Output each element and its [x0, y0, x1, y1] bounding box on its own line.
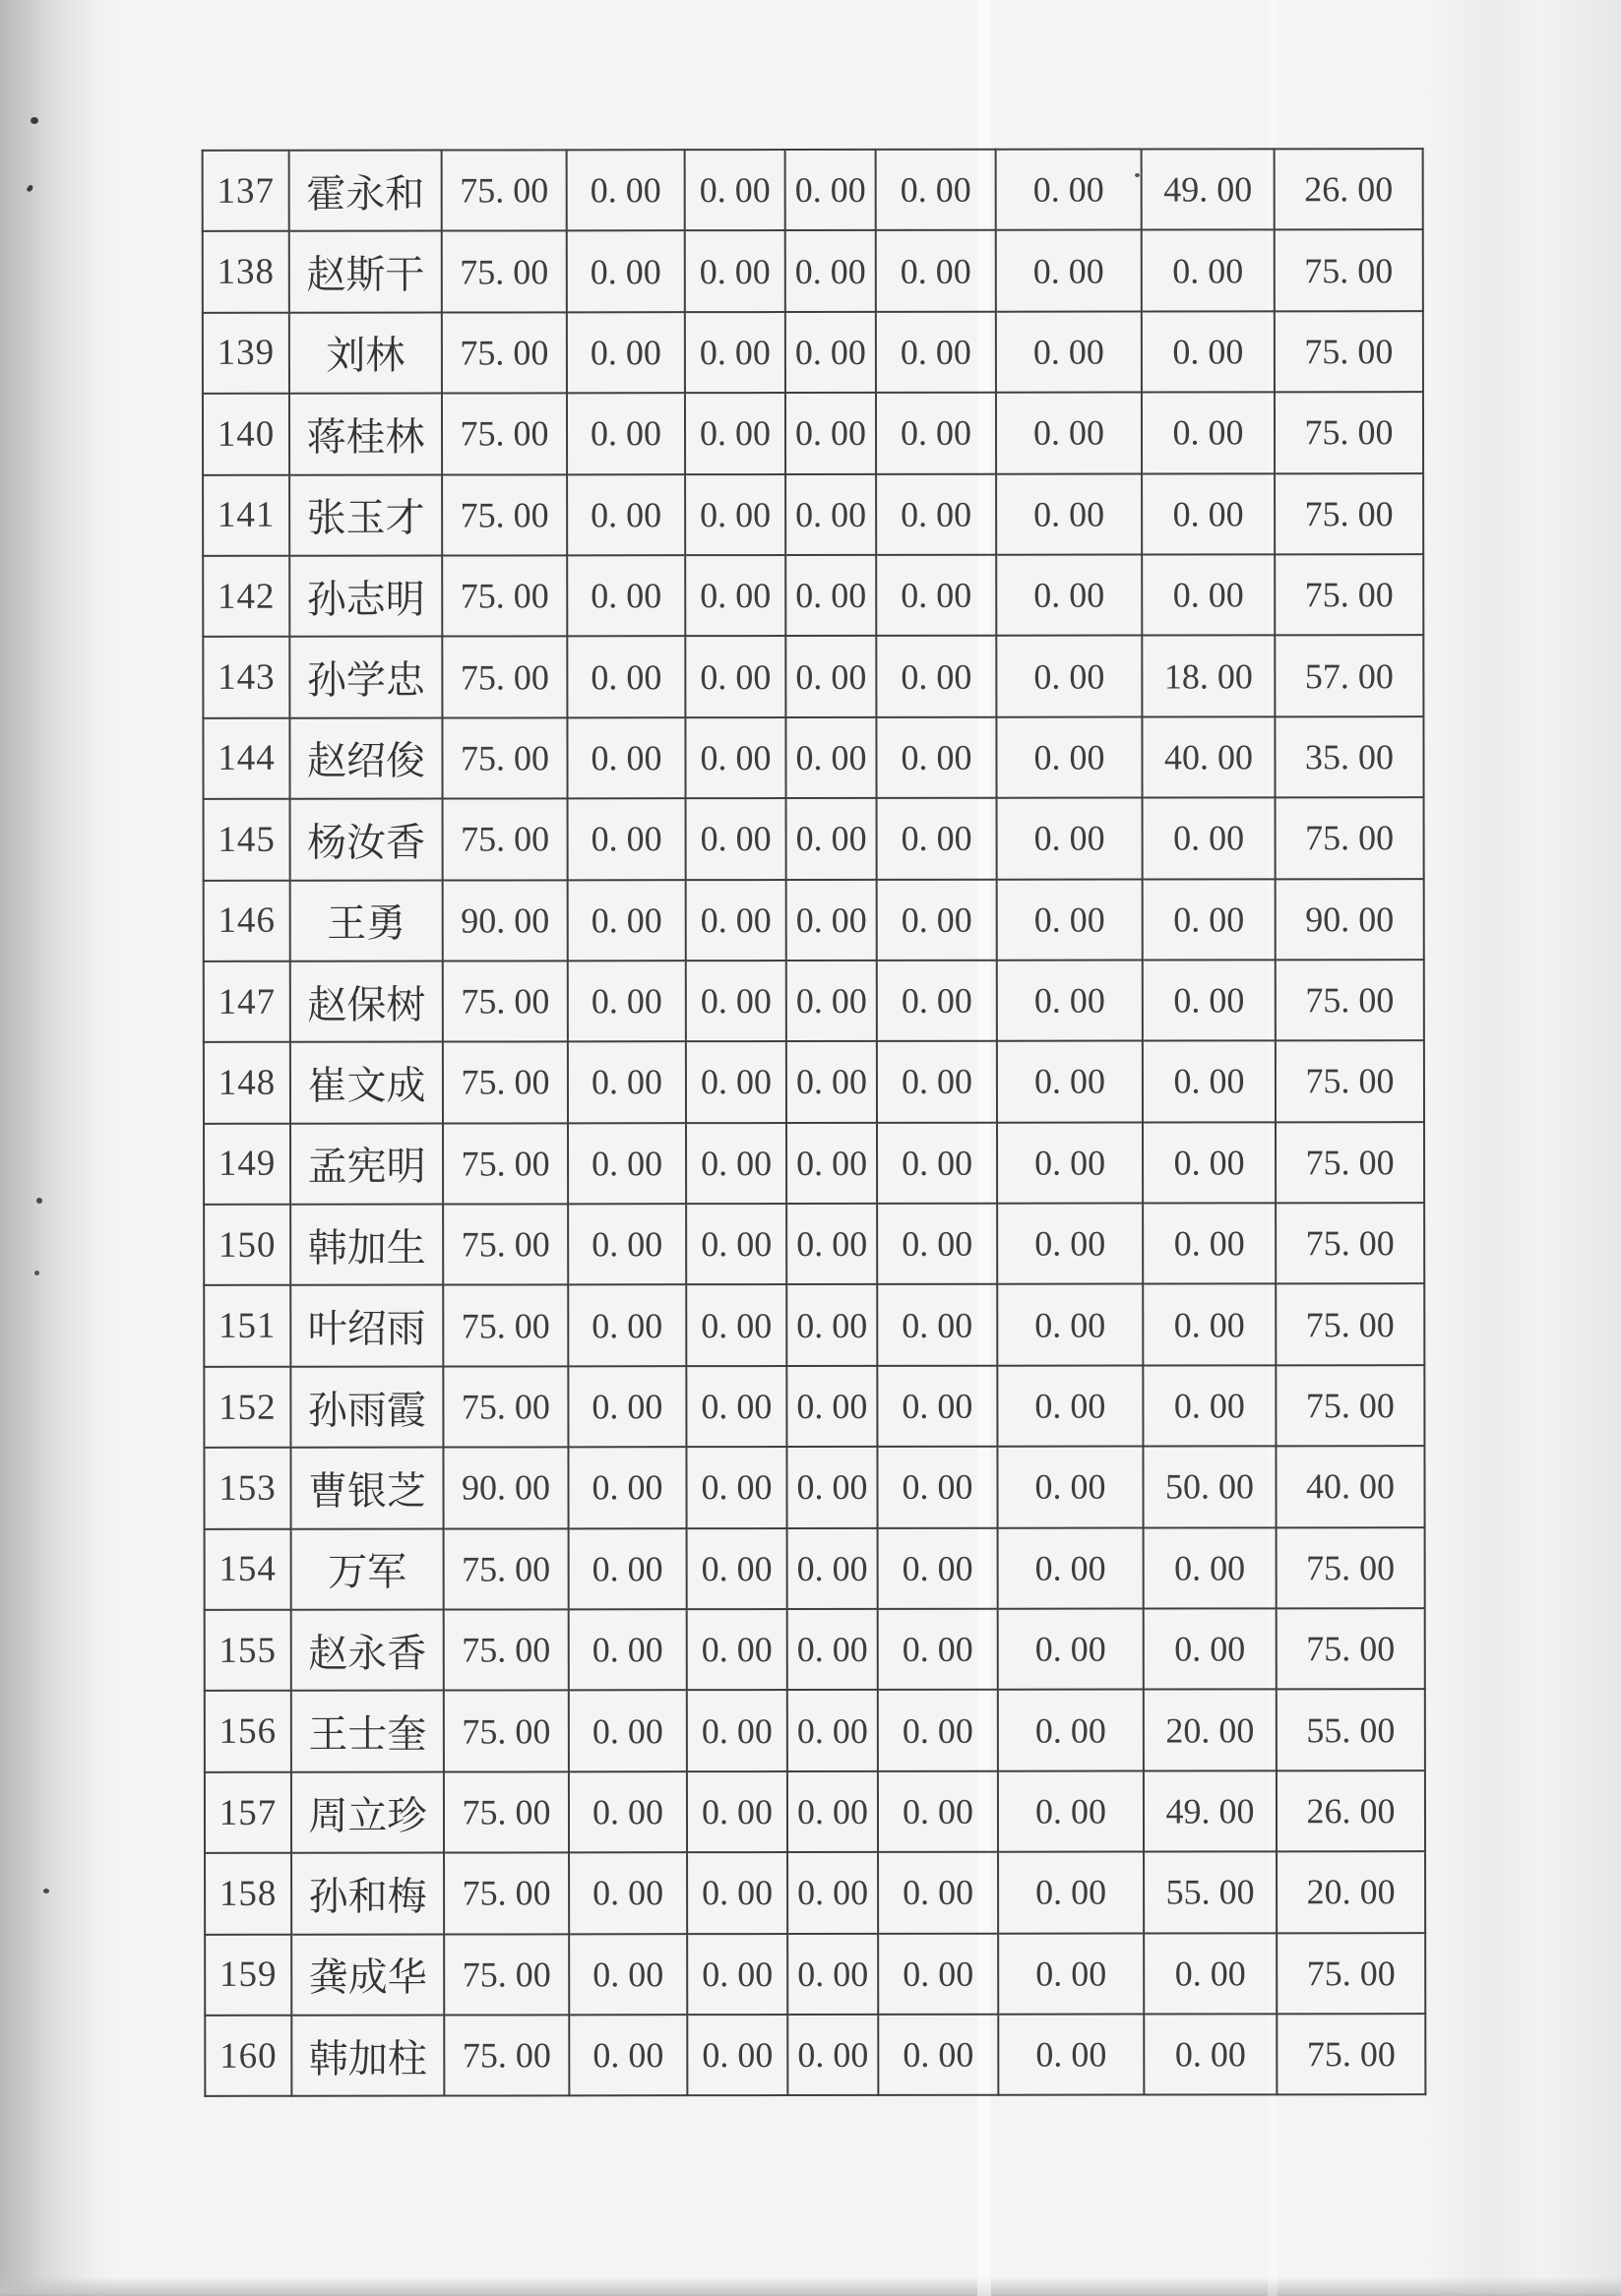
cell-value: 0. 00 — [1143, 1203, 1276, 1284]
cell-value: 75. 00 — [442, 555, 567, 637]
cell-value: 0. 00 — [876, 393, 996, 474]
roster-table-region — [202, 148, 1427, 2097]
cell-value: 0. 00 — [876, 555, 996, 637]
cell-name: 韩加柱 — [291, 2016, 444, 2097]
cell-value: 0. 00 — [998, 1609, 1144, 1691]
cell-value: 0. 00 — [997, 1204, 1143, 1285]
cell-value: 75. 00 — [444, 1528, 569, 1610]
cell-value: 75. 00 — [444, 1609, 569, 1691]
cell-value: 0. 00 — [1142, 230, 1275, 312]
cell-name: 孙学忠 — [289, 637, 442, 718]
cell-row-number: 141 — [203, 474, 289, 556]
cell-name: 万军 — [291, 1528, 444, 1610]
cell-value: 75. 00 — [1277, 2014, 1425, 2095]
cell-name: 龚成华 — [291, 1934, 444, 2016]
roster-table — [202, 148, 1427, 2097]
cell-value: 0. 00 — [787, 1690, 878, 1771]
cell-value: 0. 00 — [1143, 960, 1276, 1041]
cell-row-number: 158 — [205, 1853, 291, 1935]
cell-name: 韩加生 — [290, 1205, 443, 1286]
table-row — [205, 2014, 1425, 2096]
cell-value: 0. 00 — [685, 230, 785, 312]
cell-value: 0. 00 — [686, 1041, 786, 1123]
cell-name: 崔文成 — [290, 1042, 443, 1124]
cell-value: 0. 00 — [685, 717, 785, 799]
page-right-edge-shadow — [1424, 0, 1621, 2296]
cell-row-number: 143 — [203, 637, 289, 718]
cell-value: 0. 00 — [687, 1609, 787, 1691]
cell-value: 0. 00 — [567, 555, 685, 637]
cell-value: 0. 00 — [996, 636, 1142, 717]
cell-value: 75. 00 — [1276, 1284, 1424, 1366]
cell-value: 0. 00 — [1142, 311, 1275, 393]
cell-value: 0. 00 — [878, 1609, 998, 1691]
cell-value: 0. 00 — [687, 1690, 787, 1771]
cell-value: 18. 00 — [1142, 636, 1275, 717]
cell-value: 0. 00 — [876, 150, 996, 231]
cell-name: 王士奎 — [291, 1691, 444, 1772]
cell-value: 40. 00 — [1142, 716, 1275, 798]
cell-value: 0. 00 — [567, 474, 685, 556]
table-row — [205, 1608, 1425, 1691]
cell-value: 0. 00 — [567, 312, 685, 394]
cell-value: 0. 00 — [1143, 1122, 1276, 1204]
cell-value: 0. 00 — [569, 1609, 687, 1691]
table-row — [204, 1040, 1424, 1123]
cell-row-number: 139 — [203, 313, 289, 395]
table-row — [205, 1690, 1425, 1772]
cell-value: 0. 00 — [685, 555, 785, 637]
cell-name: 赵永香 — [291, 1610, 444, 1692]
cell-value: 75. 00 — [443, 961, 568, 1042]
cell-value: 0. 00 — [567, 637, 685, 718]
cell-value: 0. 00 — [569, 1771, 687, 1853]
cell-value: 0. 00 — [877, 798, 997, 880]
cell-row-number: 157 — [205, 1772, 291, 1854]
cell-value: 0. 00 — [567, 231, 685, 313]
cell-value: 75. 00 — [443, 1366, 568, 1448]
cell-value: 0. 00 — [996, 716, 1142, 798]
cell-row-number: 144 — [203, 717, 289, 799]
table-row — [204, 1446, 1424, 1528]
ink-speck — [43, 1889, 49, 1893]
cell-value: 0. 00 — [786, 1284, 877, 1366]
cell-value: 0. 00 — [786, 879, 877, 961]
cell-value: 75. 00 — [1276, 1365, 1424, 1447]
cell-value: 0. 00 — [687, 2015, 787, 2096]
cell-value: 0. 00 — [568, 1204, 686, 1285]
cell-value: 0. 00 — [997, 1365, 1143, 1447]
cell-row-number: 151 — [204, 1285, 290, 1367]
table-row — [204, 1365, 1424, 1448]
cell-value: 75. 00 — [442, 474, 567, 556]
cell-value: 0. 00 — [878, 1852, 998, 1934]
cell-value: 75. 00 — [1275, 230, 1423, 312]
table-row — [203, 716, 1423, 799]
cell-value: 0. 00 — [567, 393, 685, 474]
cell-value: 0. 00 — [569, 1934, 687, 2016]
cell-value: 75. 00 — [442, 312, 567, 394]
cell-value: 0. 00 — [996, 230, 1142, 312]
ink-speck — [31, 117, 38, 124]
cell-value: 26. 00 — [1277, 1770, 1425, 1852]
cell-value: 0. 00 — [878, 2015, 998, 2096]
cell-row-number: 155 — [205, 1610, 291, 1692]
cell-value: 0. 00 — [686, 961, 786, 1042]
cell-row-number: 153 — [204, 1448, 290, 1529]
table-row — [205, 1851, 1425, 1934]
cell-name: 张玉才 — [289, 474, 442, 556]
cell-value: 0. 00 — [878, 1933, 998, 2015]
cell-value: 75. 00 — [443, 1285, 568, 1367]
cell-value: 0. 00 — [685, 393, 785, 474]
cell-value: 0. 00 — [877, 1122, 997, 1204]
cell-value: 20. 00 — [1277, 1851, 1425, 1933]
cell-value: 0. 00 — [685, 312, 785, 394]
cell-value: 75. 00 — [1276, 797, 1424, 879]
cell-name: 王勇 — [290, 880, 443, 962]
cell-value: 0. 00 — [1142, 393, 1275, 474]
table-row — [204, 797, 1424, 880]
cell-value: 0. 00 — [876, 312, 996, 394]
cell-value: 0. 00 — [998, 1690, 1144, 1771]
cell-row-number: 147 — [204, 962, 290, 1043]
cell-value: 0. 00 — [785, 393, 876, 474]
cell-value: 0. 00 — [685, 150, 785, 231]
cell-name: 周立珍 — [291, 1771, 444, 1853]
cell-value: 0. 00 — [877, 1041, 997, 1123]
cell-value: 75. 00 — [444, 2015, 569, 2096]
cell-value: 0. 00 — [568, 1123, 686, 1205]
cell-value: 0. 00 — [876, 636, 996, 717]
cell-value: 0. 00 — [687, 1771, 787, 1853]
cell-value: 55. 00 — [1277, 1690, 1425, 1771]
cell-value: 0. 00 — [997, 1447, 1143, 1528]
cell-value: 0. 00 — [785, 555, 876, 637]
cell-name: 孙雨霞 — [290, 1366, 443, 1448]
cell-row-number: 160 — [205, 2016, 291, 2097]
cell-value: 75. 00 — [1275, 392, 1423, 473]
cell-value: 75. 00 — [442, 231, 567, 313]
cell-name: 赵绍俊 — [289, 717, 442, 799]
ink-speck — [34, 1271, 39, 1275]
cell-value: 75. 00 — [444, 1934, 569, 2016]
table-row — [203, 473, 1423, 556]
cell-value: 0. 00 — [686, 1204, 786, 1285]
cell-value: 0. 00 — [997, 798, 1143, 880]
cell-value: 0. 00 — [687, 1528, 787, 1610]
cell-value: 0. 00 — [568, 1366, 686, 1448]
cell-row-number: 146 — [204, 880, 290, 962]
cell-name: 孙志明 — [289, 555, 442, 637]
cell-row-number: 148 — [204, 1042, 290, 1124]
cell-value: 0. 00 — [997, 879, 1143, 961]
cell-value: 0. 00 — [568, 1285, 686, 1367]
cell-row-number: 138 — [203, 231, 289, 313]
cell-value: 26. 00 — [1275, 149, 1423, 230]
cell-value: 90. 00 — [443, 1448, 568, 1529]
table-row — [205, 1933, 1425, 2016]
cell-value: 75. 00 — [444, 1853, 569, 1935]
cell-value: 0. 00 — [686, 1366, 786, 1448]
cell-value: 0. 00 — [785, 473, 876, 555]
cell-row-number: 140 — [203, 394, 289, 475]
cell-value: 0. 00 — [998, 2015, 1144, 2096]
cell-value: 90. 00 — [1276, 879, 1424, 961]
cell-value: 75. 00 — [444, 1691, 569, 1772]
cell-value: 75. 00 — [1277, 1527, 1425, 1609]
cell-value: 0. 00 — [876, 473, 996, 555]
cell-value: 0. 00 — [998, 1770, 1144, 1852]
cell-value: 0. 00 — [785, 230, 876, 312]
cell-value: 0. 00 — [998, 1852, 1144, 1934]
cell-value: 0. 00 — [685, 474, 785, 556]
cell-value: 75. 00 — [1276, 960, 1424, 1041]
cell-value: 0. 00 — [878, 1771, 998, 1853]
table-row — [203, 311, 1423, 394]
cell-name: 叶绍雨 — [290, 1285, 443, 1367]
cell-value: 0. 00 — [997, 1041, 1143, 1123]
cell-value: 75. 00 — [443, 1123, 568, 1205]
cell-value: 0. 00 — [785, 150, 876, 231]
cell-value: 35. 00 — [1275, 716, 1423, 798]
table-row — [205, 1527, 1425, 1610]
cell-value: 75. 00 — [1276, 1122, 1424, 1204]
cell-row-number: 156 — [205, 1691, 291, 1772]
cell-value: 0. 00 — [877, 1284, 997, 1366]
cell-value: 75. 00 — [1277, 1608, 1425, 1690]
cell-value: 57. 00 — [1275, 635, 1423, 716]
table-row — [203, 554, 1423, 637]
cell-name: 赵保树 — [290, 961, 443, 1042]
cell-value: 75. 00 — [444, 1771, 569, 1853]
cell-row-number: 152 — [204, 1367, 290, 1449]
cell-value: 0. 00 — [998, 1933, 1144, 2015]
cell-value: 0. 00 — [877, 879, 997, 961]
cell-value: 0. 00 — [786, 1366, 877, 1448]
cell-value: 0. 00 — [686, 1285, 786, 1367]
cell-value: 75. 00 — [442, 717, 567, 799]
cell-value: 0. 00 — [996, 150, 1142, 231]
table-row — [203, 230, 1423, 313]
cell-row-number: 137 — [203, 151, 289, 232]
cell-value: 0. 00 — [687, 1852, 787, 1934]
cell-value: 0. 00 — [1143, 1284, 1276, 1366]
cell-value: 75. 00 — [1275, 554, 1423, 636]
table-row — [203, 392, 1423, 474]
cell-value: 0. 00 — [1142, 554, 1275, 636]
cell-value: 0. 00 — [568, 961, 686, 1042]
cell-row-number: 142 — [203, 556, 289, 638]
cell-value: 0. 00 — [686, 1123, 786, 1205]
cell-value: 0. 00 — [787, 1934, 878, 2016]
table-row — [204, 879, 1424, 962]
cell-value: 0. 00 — [786, 961, 877, 1042]
cell-value: 0. 00 — [787, 1528, 878, 1610]
cell-value: 75. 00 — [443, 1042, 568, 1124]
cell-name: 霍永和 — [289, 151, 442, 232]
cell-value: 0. 00 — [568, 1041, 686, 1123]
cell-name: 蒋桂林 — [289, 394, 442, 475]
cell-value: 0. 00 — [787, 2015, 878, 2096]
cell-value: 75. 00 — [1275, 311, 1423, 393]
cell-value: 75. 00 — [1275, 473, 1423, 555]
cell-value: 0. 00 — [569, 1691, 687, 1772]
cell-value: 0. 00 — [569, 1528, 687, 1610]
cell-value: 0. 00 — [785, 636, 876, 717]
cell-value: 75. 00 — [1277, 1933, 1425, 2015]
cell-value: 0. 00 — [685, 636, 785, 717]
cell-value: 75. 00 — [442, 637, 567, 718]
cell-value: 0. 00 — [686, 1447, 786, 1528]
cell-value: 0. 00 — [876, 230, 996, 312]
table-row — [204, 960, 1424, 1042]
cell-value: 0. 00 — [877, 1204, 997, 1285]
cell-value: 0. 00 — [997, 1284, 1143, 1366]
cell-value: 0. 00 — [877, 1366, 997, 1448]
cell-value: 50. 00 — [1143, 1447, 1276, 1528]
ink-speck — [36, 1198, 42, 1204]
table-row — [204, 1122, 1424, 1205]
table-row — [205, 1770, 1425, 1853]
table-row — [204, 1284, 1424, 1367]
cell-value: 0. 00 — [786, 1123, 877, 1205]
cell-value: 49. 00 — [1144, 1770, 1277, 1852]
cell-name: 孙和梅 — [291, 1853, 444, 1935]
cell-value: 0. 00 — [569, 2015, 687, 2096]
cell-value: 0. 00 — [567, 717, 685, 799]
cell-row-number: 149 — [204, 1123, 290, 1205]
cell-value: 0. 00 — [1142, 473, 1275, 555]
cell-value: 0. 00 — [567, 150, 685, 231]
page-left-edge-shadow — [0, 0, 118, 2296]
cell-value: 75. 00 — [442, 394, 567, 475]
cell-value: 40. 00 — [1276, 1446, 1424, 1527]
cell-value: 0. 00 — [877, 961, 997, 1042]
cell-value: 0. 00 — [1143, 879, 1276, 961]
cell-value: 0. 00 — [878, 1527, 998, 1609]
cell-value: 75. 00 — [1276, 1040, 1424, 1122]
table-row — [203, 149, 1423, 231]
cell-value: 0. 00 — [1143, 1041, 1276, 1123]
cell-value: 0. 00 — [876, 716, 996, 798]
cell-value: 55. 00 — [1144, 1852, 1277, 1934]
cell-value: 0. 00 — [785, 717, 876, 799]
cell-value: 0. 00 — [785, 312, 876, 394]
cell-value: 0. 00 — [997, 960, 1143, 1041]
cell-row-number: 154 — [205, 1528, 291, 1610]
cell-value: 0. 00 — [878, 1690, 998, 1771]
cell-value: 75. 00 — [443, 798, 568, 880]
table-row — [204, 1203, 1424, 1285]
table-row — [203, 635, 1423, 717]
page-bottom-edge-shadow — [0, 2276, 1621, 2296]
cell-name: 刘林 — [289, 312, 442, 394]
cell-row-number: 145 — [204, 799, 290, 881]
cell-value: 0. 00 — [568, 1447, 686, 1528]
cell-value: 0. 00 — [787, 1609, 878, 1691]
cell-value: 0. 00 — [996, 554, 1142, 636]
cell-value: 0. 00 — [997, 1122, 1143, 1204]
cell-value: 0. 00 — [569, 1852, 687, 1934]
cell-value: 0. 00 — [1144, 1527, 1277, 1609]
cell-row-number: 150 — [204, 1205, 290, 1286]
cell-name: 曹银芝 — [290, 1448, 443, 1529]
cell-value: 0. 00 — [996, 311, 1142, 393]
cell-value: 0. 00 — [568, 880, 686, 962]
cell-value: 0. 00 — [996, 393, 1142, 474]
cell-row-number: 159 — [205, 1934, 291, 2016]
cell-value: 0. 00 — [877, 1447, 997, 1528]
cell-name: 杨汝香 — [290, 799, 443, 881]
cell-value: 75. 00 — [443, 1204, 568, 1285]
cell-value: 0. 00 — [998, 1527, 1144, 1609]
cell-value: 0. 00 — [687, 1934, 787, 2016]
cell-value: 0. 00 — [786, 1041, 877, 1123]
cell-value: 0. 00 — [1144, 2014, 1277, 2095]
cell-value: 75. 00 — [442, 150, 567, 231]
cell-value: 0. 00 — [1144, 1933, 1277, 2015]
cell-value: 0. 00 — [787, 1852, 878, 1934]
cell-value: 0. 00 — [996, 473, 1142, 555]
cell-value: 0. 00 — [1144, 1608, 1277, 1690]
cell-value: 0. 00 — [786, 798, 877, 880]
cell-value: 0. 00 — [1143, 1365, 1276, 1447]
cell-name: 赵斯干 — [289, 231, 442, 313]
cell-value: 0. 00 — [686, 880, 786, 962]
cell-name: 孟宪明 — [290, 1123, 443, 1205]
cell-value: 0. 00 — [568, 798, 686, 880]
cell-value: 49. 00 — [1142, 149, 1275, 230]
cell-value: 90. 00 — [443, 880, 568, 962]
cell-value: 75. 00 — [1276, 1203, 1424, 1284]
cell-value: 20. 00 — [1144, 1690, 1277, 1771]
cell-value: 0. 00 — [686, 798, 786, 880]
cell-value: 0. 00 — [786, 1447, 877, 1528]
cell-value: 0. 00 — [786, 1204, 877, 1285]
cell-value: 0. 00 — [1143, 797, 1276, 879]
cell-value: 0. 00 — [787, 1771, 878, 1853]
